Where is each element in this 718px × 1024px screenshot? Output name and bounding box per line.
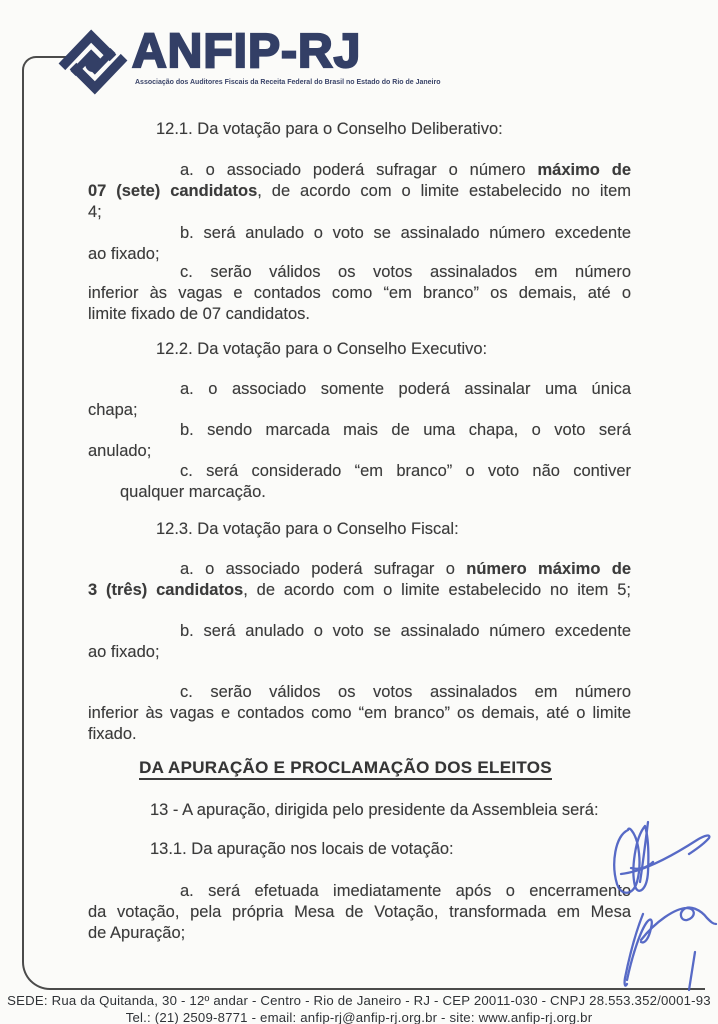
text-line: limite fixado de 07 candidatos. [88,305,310,323]
paragraph-12-1-b [88,223,631,265]
footer-address: SEDE: Rua da Quitanda, 30 - 12º andar - Centro - Rio de Janeiro - RJ - CEP 20011-030 - CNPJ 28.553.352/0001-93 [7,993,711,1008]
heading-12-3: 12.3. Da votação para o Conselho Fiscal: [156,520,459,538]
paragraph-13: 13 - A apuração, dirigida pelo presidente da Assembleia será: [150,801,599,819]
text-line: a. o associado poderá sufragar o número máximo de [180,560,631,578]
paragraph-12-2-a [88,379,631,421]
text-line: c. será considerado “em branco” o voto não contiver [180,462,631,480]
paragraph-12-3-b [88,621,631,663]
text-line: chapa; [88,401,138,419]
signature-ink-icon [585,812,718,997]
text-line: ao fixado; [88,643,160,661]
text-line: a. o associado poderá sufragar o número máximo de [180,161,632,179]
text-line: b. será anulado o voto se assinalado número excedente [180,622,631,640]
text-line: de Apuração; [88,924,186,942]
text-line: da votação, pela própria Mesa de Votação, transformada em Mesa [88,903,631,921]
footer-contact: Tel.: (21) 2509-8771 - email: anfip-rj@anfip-rj.org.br - site: www.anfip-rj.org.br [125,1009,593,1024]
paragraph-12-3-c [88,682,631,745]
paragraph-13-1-a [88,881,631,944]
text-line: a. o associado somente poderá assinalar uma única [180,380,631,398]
paragraph-12-3-a [88,559,631,601]
text-line: a. será efetuada imediatamente após o encerramento [180,882,631,900]
text-line: b. será anulado o voto se assinalado número excedente [180,224,631,242]
paragraph-12-2-c [88,461,631,503]
paragraph-12-1-a [88,160,631,223]
heading-13-1: 13.1. Da apuração nos locais de votação: [150,840,454,858]
brand-tagline: Associação dos Auditores Fiscais da Receita Federal do Brasil no Estado do Rio de Janeiro [135,79,441,86]
text-line: anulado; [88,442,152,460]
text-line: fixado. [88,725,137,743]
heading-12-2: 12.2. Da votação para o Conselho Executivo: [156,340,488,358]
text-line: 07 (sete) candidatos, de acordo com o limite estabelecido no item [88,182,631,200]
text-line: 3 (três) candidatos, de acordo com o limite estabelecido no item 5; [88,581,631,599]
paragraph-12-2-b [88,420,631,462]
text-line: c. serão válidos os votos assinalados em número [180,683,631,701]
heading-12-1: 12.1. Da votação para o Conselho Deliberativo: [156,120,503,138]
paragraph-12-1-c [88,262,631,325]
text-line: inferior às vagas e contados como “em branco” os demais, até o limite [88,704,631,722]
text-line: b. sendo marcada mais de uma chapa, o voto será [180,421,631,439]
brand-wordmark: ANFIP-RJ [132,25,362,78]
anfip-diamond-icon [56,25,130,99]
text-line: c. serão válidos os votos assinalados em número [180,263,631,281]
letterhead-footer [0,993,718,1024]
text-line: inferior às vagas e contados como “em branco” os demais, até o [88,284,631,302]
section-heading-apuracao: DA APURAÇÃO E PROCLAMAÇÃO DOS ELEITOS [74,757,617,778]
text-line: ao fixado; [88,245,160,263]
text-line: qualquer marcação. [120,483,266,501]
text-line: 4; [88,203,102,221]
